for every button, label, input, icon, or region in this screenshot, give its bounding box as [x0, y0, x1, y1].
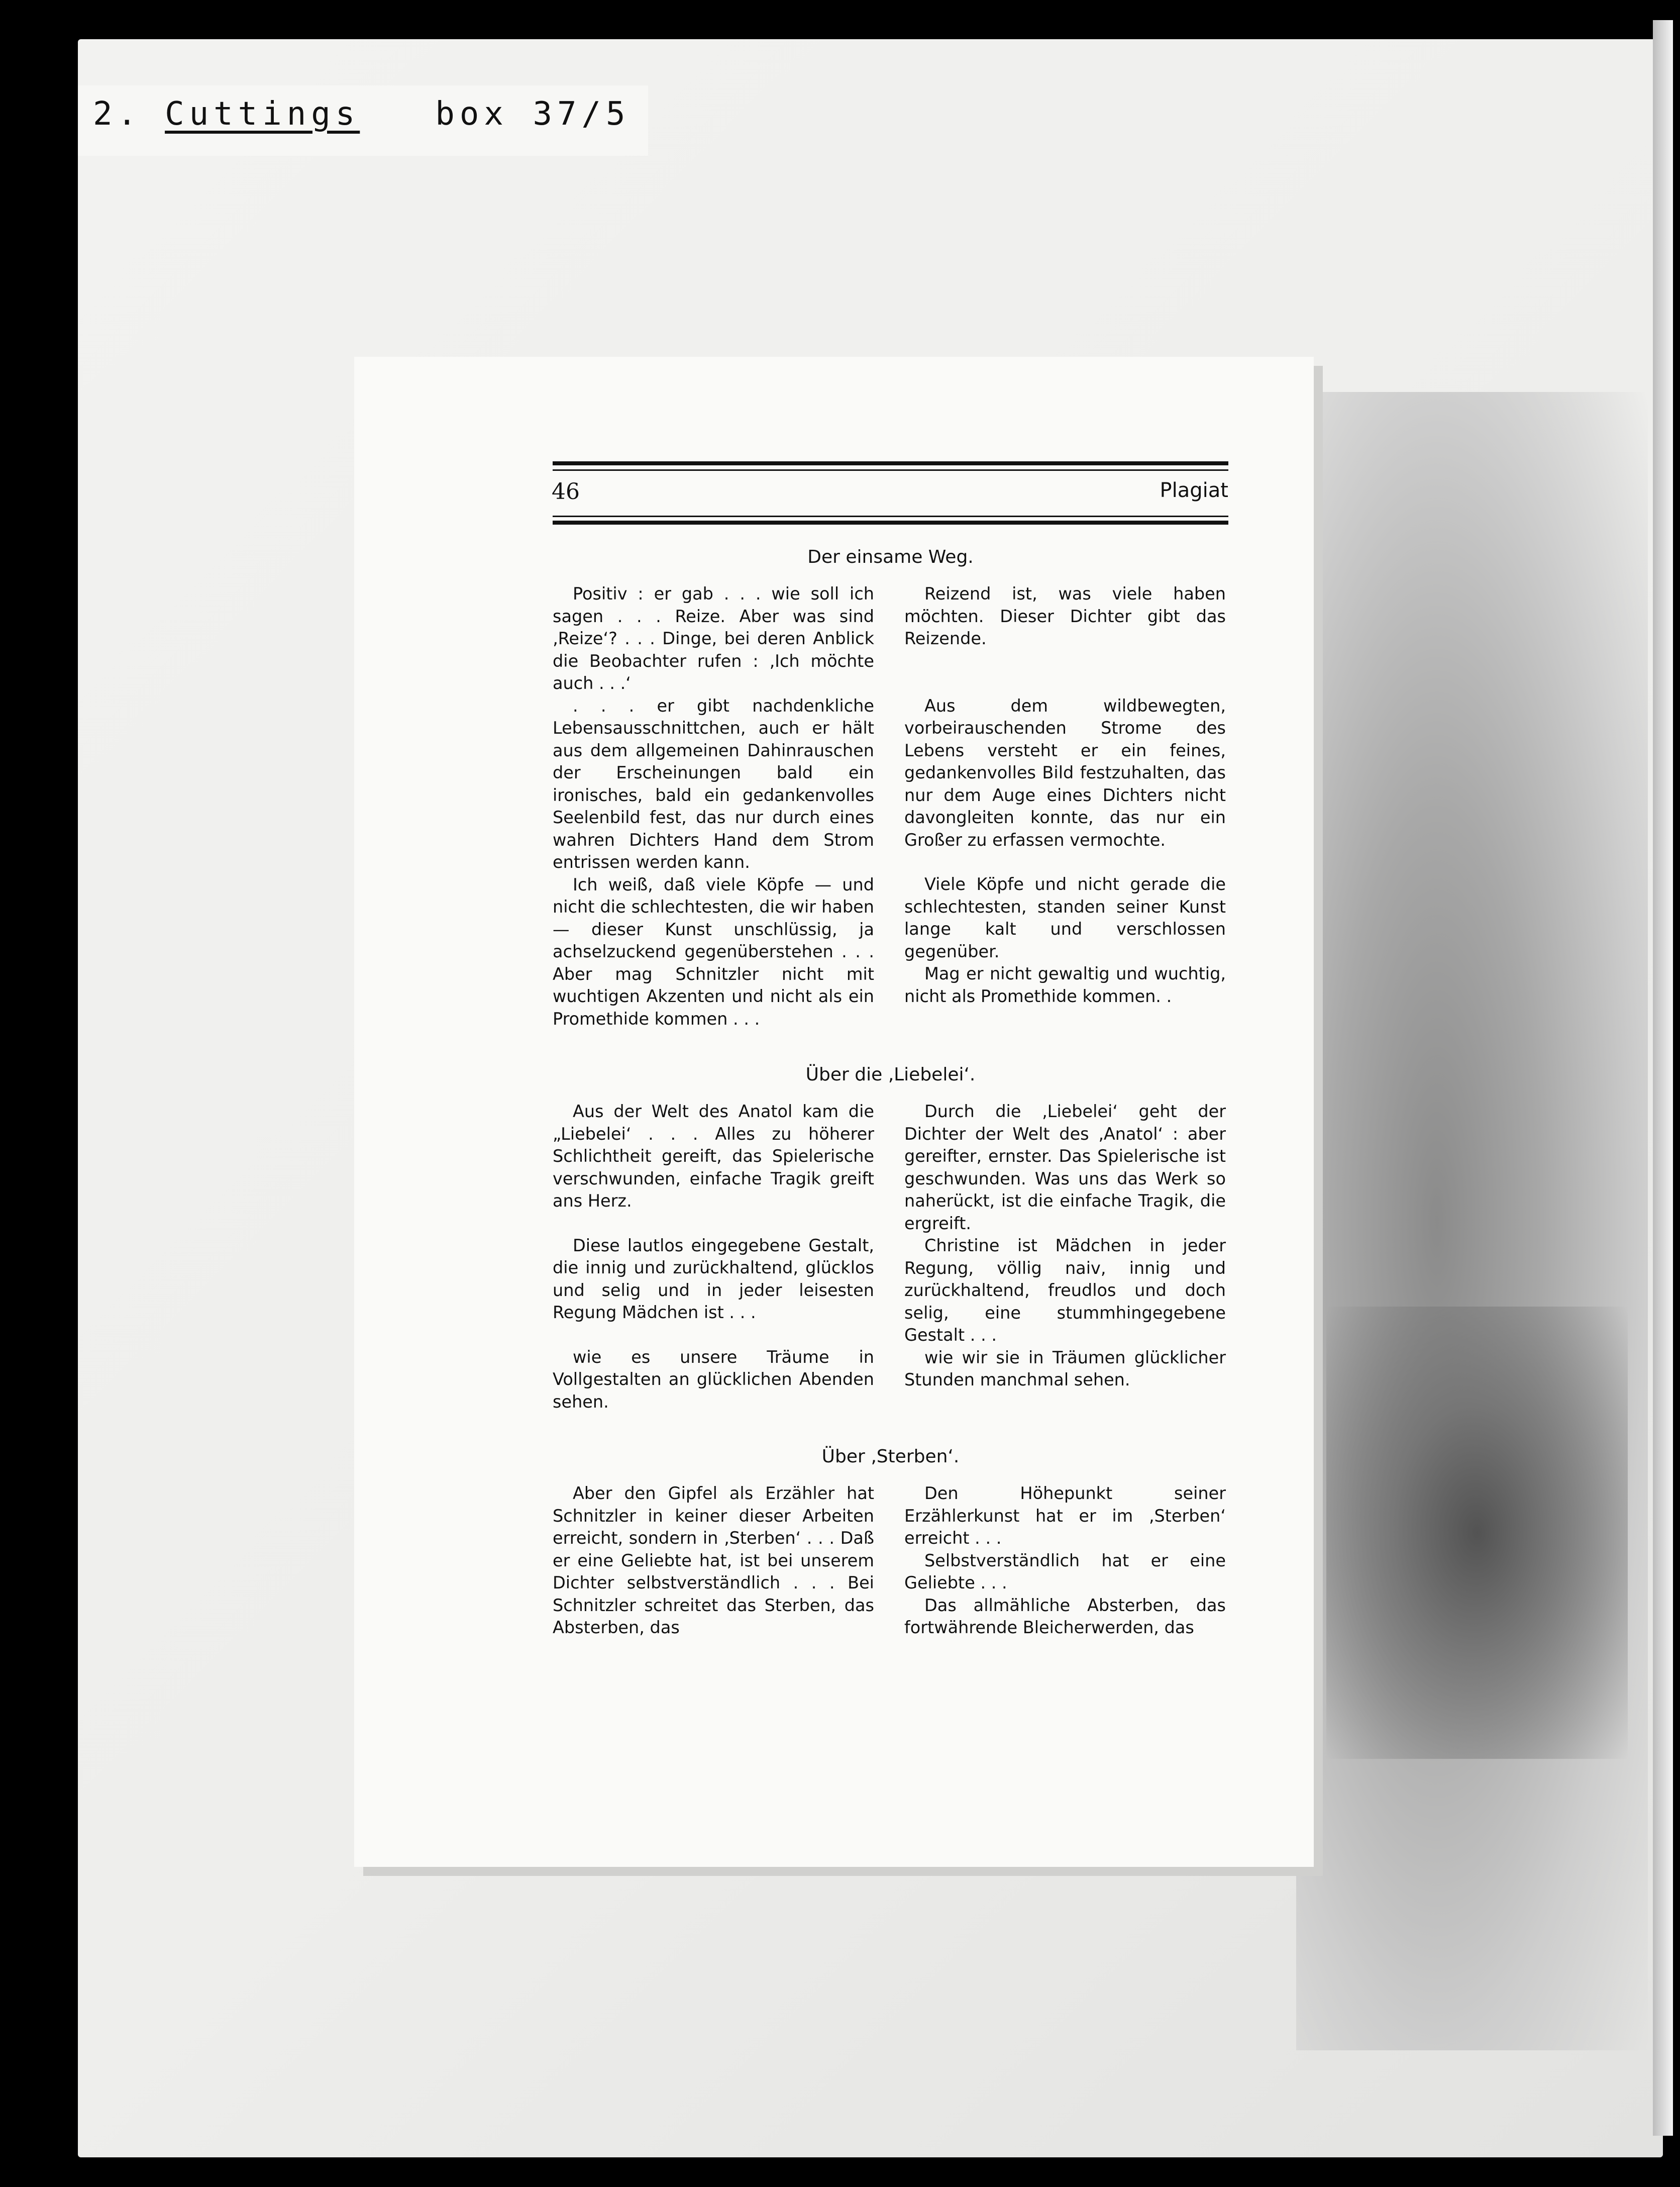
section-left-column — [553, 1101, 874, 1413]
paragraph: Den Höhepunkt seiner Erzählerkunst hat er im ‚Sterben‘ erreicht . . . — [904, 1483, 1226, 1548]
header-rule — [553, 516, 1228, 517]
paragraph: . . . er gibt nachdenkliche Lebensausschnittchen, auch er hält aus dem allgemeinen Dahinrauschen der Erscheinungen bald ein ironisches, bald ein gedankenvolles Seelenbild fest, das nur durch eines wahren Dichters Hand dem Strom entrissen werden kann. — [553, 695, 874, 872]
paragraph: Aus dem wildbewegten, vorbeirauschenden Strome des Lebens versteht er ein feines, gedankenvolles Bild festzuhalten, das nur dem Auge eines Dichters nicht davongleiten konnte, das nur ein Großer zu erfassen vermochte. — [904, 695, 1226, 850]
paragraph: Positiv : er gab . . . wie soll ich sagen . . . Reize. Aber was sind ‚Reize‘? . . . Dinge, bei deren Anblick die Beobachter rufen : ‚Ich möchte auch . . .‘ — [553, 584, 874, 693]
paragraph: Diese lautlos eingegebene Gestalt, die innig und zurückhaltend, glücklos und selig und in jeder leisesten Regung Mädchen ist . . . — [553, 1235, 874, 1322]
paragraph: Selbstverständlich hat er eine Geliebte . . . — [904, 1550, 1226, 1593]
archive-category: Cuttings — [165, 95, 360, 133]
header-rule — [553, 469, 1228, 471]
header-rule — [553, 521, 1228, 525]
archive-box: box 37/5 — [435, 95, 631, 133]
paragraph: Mag er nicht gewaltig und wuchtig, nicht als Promethide kommen. . — [904, 964, 1226, 1006]
paragraph: wie es unsere Träume in Vollgestalten an glücklichen Abenden sehen. — [553, 1347, 874, 1412]
section-right-column — [904, 1101, 1226, 1391]
board-stain-dark — [1326, 1307, 1628, 1759]
archive-number: 2. — [93, 95, 142, 133]
paragraph: Das allmähliche Absterben, das fortwährende Bleicherwerden, das — [904, 1595, 1226, 1637]
section-right-column — [904, 583, 1226, 1008]
paragraph: Christine ist Mädchen in jeder Regung, völlig naiv, innig und zurückhaltend, freudlos und doch selig, eine stummhingegebene Gestalt . . . — [904, 1236, 1226, 1345]
paragraph: Reizend ist, was viele haben möchten. Dieser Dichter gibt das Reizende. — [904, 584, 1226, 648]
paragraph: Durch die ‚Liebelei‘ geht der Dichter der Welt des ‚Anatol‘ : aber gereifter, ernster. Das Spielerische ist geschwunden. Was uns das Werk so naherückt, ist die einfache Tragik, die ergreift. — [904, 1102, 1226, 1233]
paragraph: Ich weiß, daß viele Köpfe — und nicht die schlechtesten, die wir haben — dieser Kunst unschlüssig, ja achselzuckend gegenüberstehen . . . Aber mag Schnitzler nicht mit wuchtigen Akzenten und nicht als ein Promethide kommen . . . — [553, 874, 874, 1029]
board-stain — [1296, 392, 1648, 2050]
archive-label — [93, 95, 631, 133]
paragraph: Aber den Gipfel als Erzähler hat Schnitzler in keiner dieser Arbeiten erreicht, sondern in ‚Sterben‘ . . . Daß er eine Geliebte hat, ist bei unserem Dichter selbstverständlich . . . Bei Schnitzler schreitet das Sterben, das Absterben, das — [553, 1483, 874, 1637]
section-left-column — [553, 1482, 874, 1639]
header-rule — [553, 461, 1228, 465]
section-title: Der einsame Weg. — [807, 547, 974, 567]
section-right-column — [904, 1482, 1226, 1639]
running-head: Plagiat — [1160, 479, 1228, 502]
paragraph: Viele Köpfe und nicht gerade die schlechtesten, standen seiner Kunst lange kalt und verschlossen gegenüber. — [904, 874, 1226, 961]
page-number: 46 — [552, 479, 580, 505]
section-title: Über ‚Sterben‘. — [821, 1446, 960, 1467]
section-left-column — [553, 583, 874, 1030]
paragraph: Aus der Welt des Anatol kam die „Liebelei‘ . . . Alles zu höherer Schlichtheit gereift, das Spielerische verschwunden, einfache Tragik greift ans Herz. — [553, 1102, 874, 1211]
paragraph: wie wir sie in Träumen glücklicher Stunden manchmal sehen. — [904, 1347, 1226, 1389]
board-edge — [1653, 20, 1673, 2136]
section-title: Über die ‚Liebelei‘. — [805, 1064, 976, 1085]
